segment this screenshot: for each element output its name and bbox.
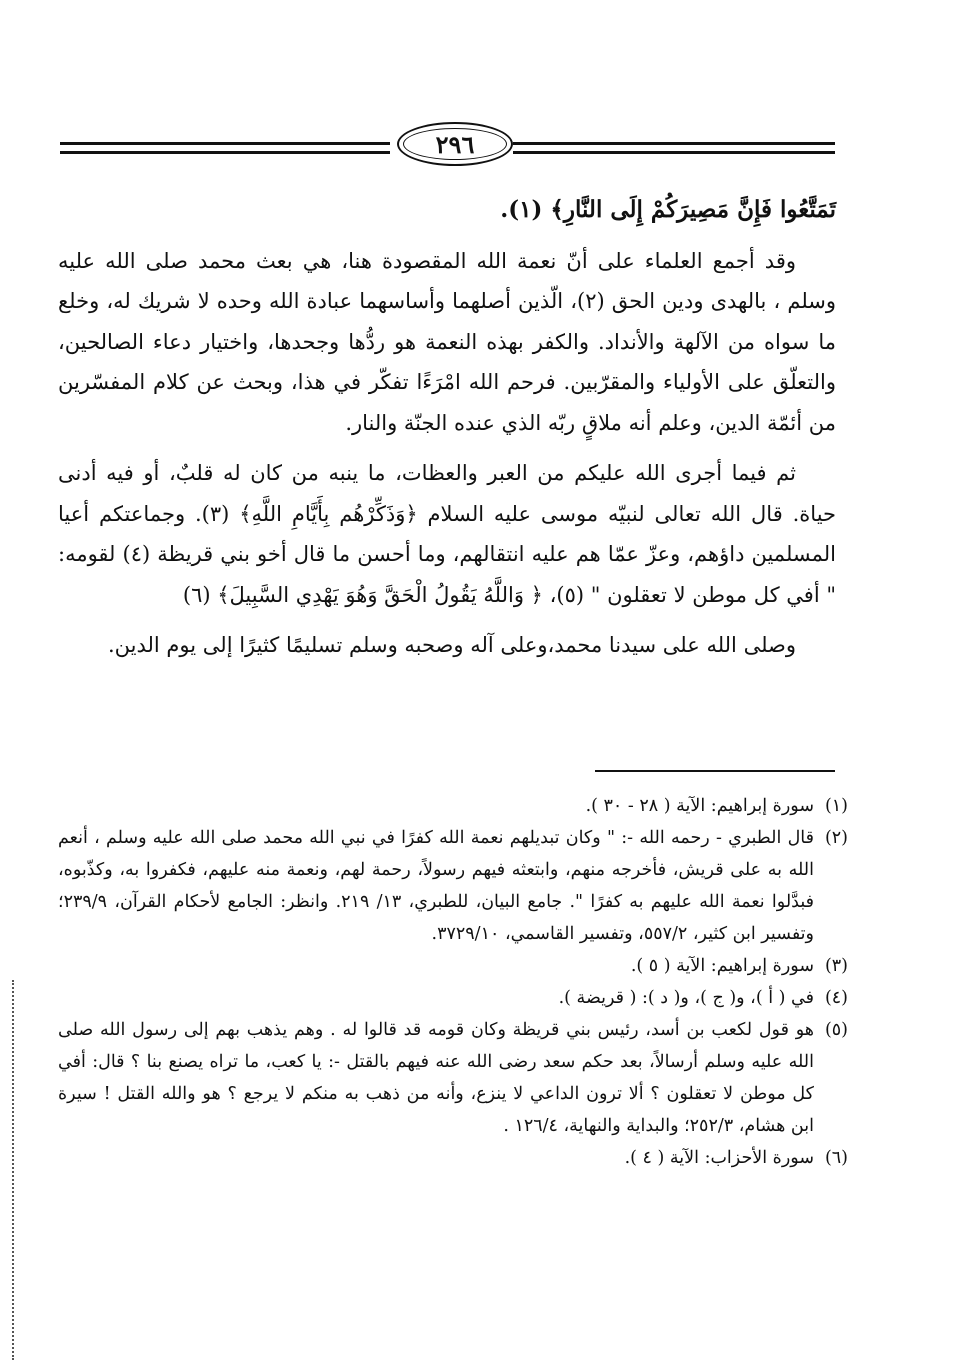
footnote-text: سورة الأحزاب: الآية ( ٤ ).	[624, 1148, 814, 1168]
footnote-text: في ( أ )، و( ج )، و( د ): ( قريضة ).	[558, 988, 814, 1008]
header-rule-left-top	[60, 142, 390, 145]
footnote	[58, 790, 848, 822]
paragraph-1: وقد أجمع العلماء على أنّ نعمة الله المقصودة هنا، هي بعث محمد صلى الله عليه وسلم ، بالهدى ودين الحق (٢)، الّذين أصلهما وأساسهما عبادة الله وحده لا شريك له، وخلع ما سواه من الآلهة والأنداد. والكفر بهذه النعمة هو ردُّها وجحدها، واختيار دعاء الصالحين، والتعلّق على الأولياء والمقرّبين. فرحم الله امْرَءًا تفكّر في هذا، وبحث عن كلام المفسّرين من أئمّة الدين، وعلم أنه ملاقٍ ربّه الذي عنده الجنّة والنار.	[58, 248, 837, 435]
paragraph-3: وصلى الله على سيدنا محمد،وعلى آله وصحبه وسلم تسليمًا كثيرًا إلى يوم الدين.	[107, 633, 796, 657]
verse-line: تَمَتَّعُوا فَإِنَّ مَصِيرَكُمْ إِلَى النَّارِ﴾ (١).	[500, 196, 836, 223]
footnotes	[58, 790, 848, 1174]
paragraph-2: ثم فيما أجرى الله عليكم من العبر والعظات، ما ينبه من كان له قلبٌ، أو فيه أدنى حياة. قال الله تعالى لنبيّه موسى عليه السلام ﴿وَذَكِّرْهُم بِأَيَّامِ اللَّهِ﴾ (٣). وجماعتكم أعيا المسلمين داؤهم، وعزّ عمّا هم عليه انتقالهم، وما أحسن ما قال أخو بني قريظة (٤) لقومه: " أفي كل موطن لا تعقلون " (٥)، ﴿ وَاللَّهُ يَقُولُ الْحَقَّ وَهُوَ يَهْدِي السَّبِيلَ﴾ (٦)	[58, 461, 837, 607]
footnote-text: هو قول لكعب بن أسد، رئيس بني قريظة وكان قومه قد قالوا له . وهم يذهب بهم إلى رسول الله صلى الله عليه وسلم أرسالاً، بعد حكم سعد رضى الله عنه فيهم بالقتل -: يا كعب، ما تراه يصنع بنا ؟ قال: أفي كل موطن لا تعقلون ؟ ألا ترون الداعي لا ينزع، وأنه من ذهب به منكم لا يرجع ؟ هو والله القتل ! سيرة ابن هشام، ٢٥٢/٣؛ والبداية والنهاية، ١٢٦/٤ .	[58, 1020, 814, 1136]
footnote	[58, 822, 848, 950]
footnote-text: سورة إبراهيم: الآية ( ٥ ).	[630, 956, 814, 976]
page-number	[397, 122, 513, 166]
footnote	[58, 982, 848, 1014]
footnote-number: (١)	[824, 796, 848, 816]
footnote-text: قال الطبري - رحمه الله -: " وكان تبديلهم نعمة الله كفرًا في نبي الله محمد صلى الله عليه وسلم ، أنعم الله به على قريش، فأخرجه منهم، وابتعثه فيهم رسولاً، رحمة لهم، ونعمة منه عليهم، فكفروا به، وكذّبوه، فبدَّلوا نعمة الله عليهم به كفرًا ". جامع البيان، للطبري، ١٣/ ٢١٩. وانظر: الجامع لأحكام القرآن، ٢٣٩/٩؛ وتفسير ابن كثير، ٥٥٧/٢، وتفسير القاسمي، ٣٧٢٩/١٠.	[58, 828, 814, 944]
footnote	[58, 1142, 848, 1174]
footnote-number: (٥)	[824, 1020, 848, 1040]
footnote-number: (٤)	[824, 988, 848, 1008]
main-text	[58, 190, 836, 676]
footnote	[58, 1014, 848, 1142]
header-rule-left-bottom	[60, 151, 390, 154]
footnote-separator	[595, 770, 835, 772]
header-rule-right-bottom	[513, 151, 835, 154]
scan-margin-dots	[12, 980, 20, 1360]
footnote-text: سورة إبراهيم: الآية ( ٢٨ - ٣٠ ).	[585, 796, 814, 816]
page-number-text: ٢٩٦	[435, 129, 475, 159]
footnote-number: (٣)	[824, 956, 848, 976]
header-rule-right-top	[513, 142, 835, 145]
footnote-number: (٢)	[824, 828, 848, 848]
footnote-number: (٦)	[824, 1148, 848, 1168]
footnote	[58, 950, 848, 982]
